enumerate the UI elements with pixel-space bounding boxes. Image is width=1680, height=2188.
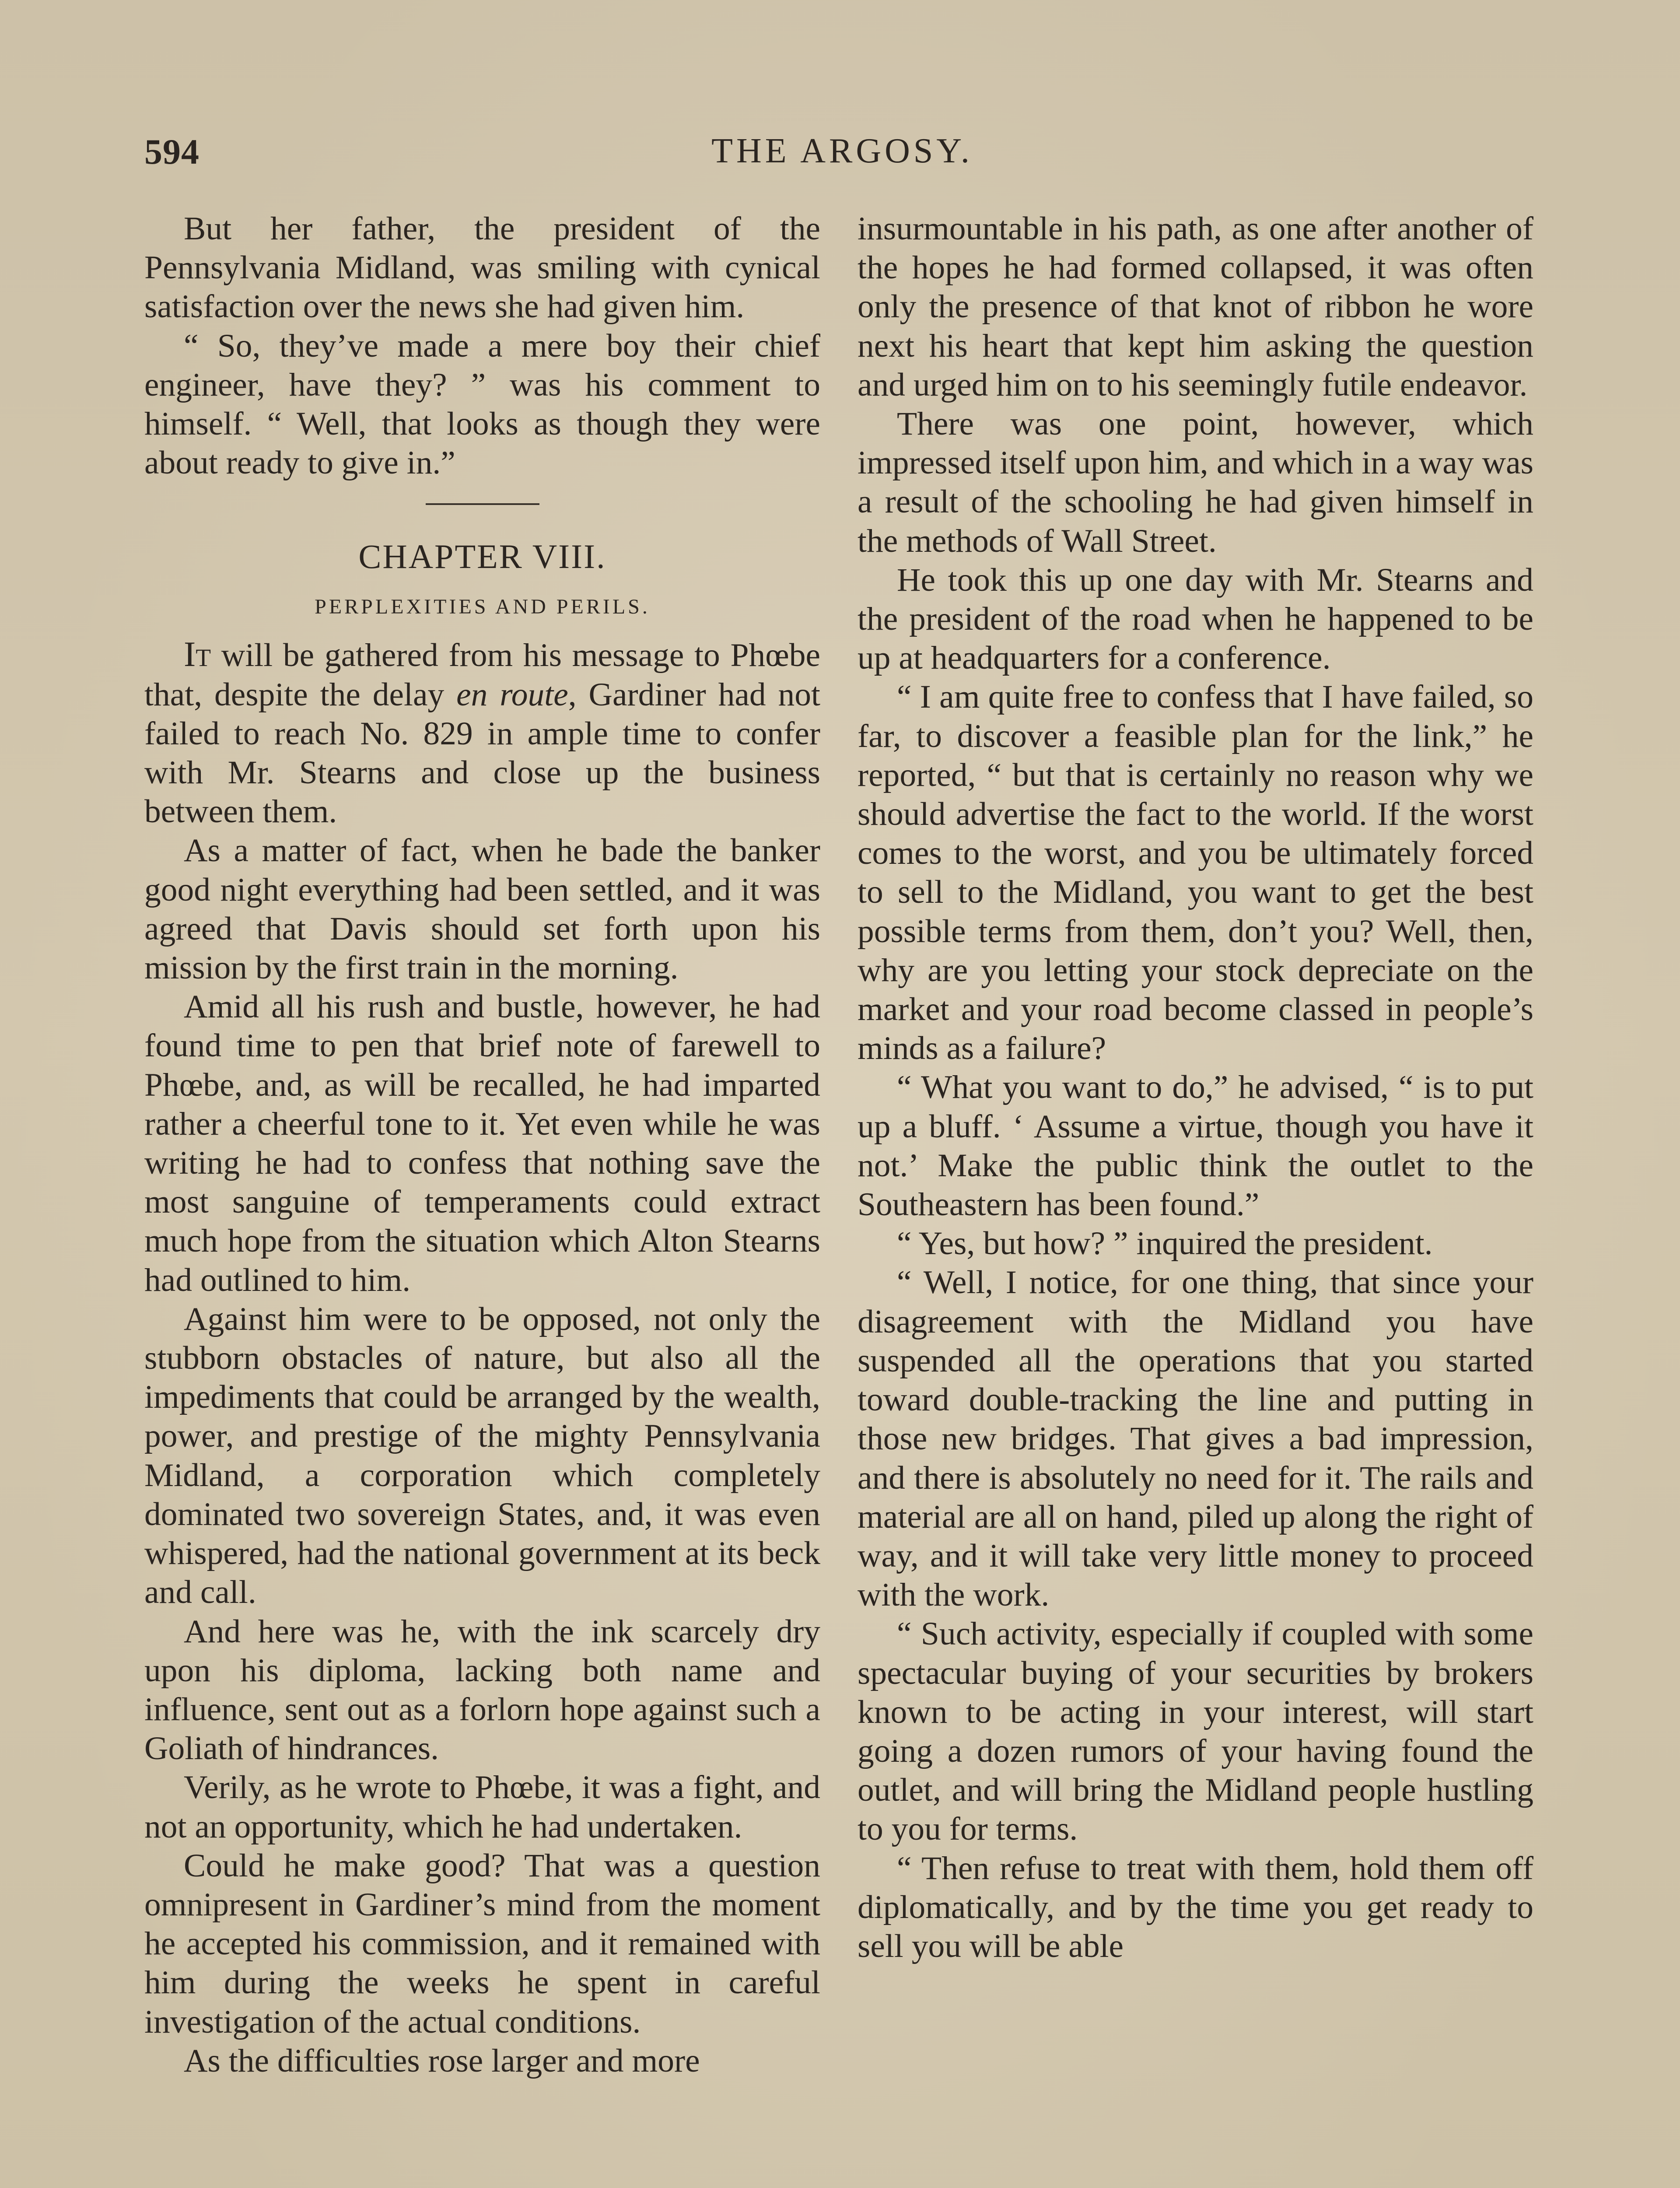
italic-phrase: en route xyxy=(456,676,568,713)
page-number: 594 xyxy=(144,132,200,172)
paragraph: As the difficulties rose larger and more xyxy=(184,2042,700,2079)
running-head: THE ARGOSY. xyxy=(711,132,973,170)
paragraph: As a matter of fact, when he bade the banker good night everything had been settled, and it was agreed that Davis should set forth upon his mission by the first train in the morning. xyxy=(144,832,820,986)
paragraph-continued: insurmountable in his path, as one after another of the hopes he had formed collapsed, it was often only the presence of that knot of ribbon he wore next his heart that kept him asking the question and urged him on to his seemingly futile endeavor. xyxy=(858,210,1533,403)
paragraph: Against him were to be opposed, not only the stubborn obstacles of nature, but also all the impediments that could be arranged by the wealth, power, and prestige of the mighty Pennsylvania Midland, a corporation which completely dominated two sovereign States, and, it was even whispered, had the national government at its beck and call. xyxy=(144,1301,820,1611)
right-column xyxy=(858,209,1533,1966)
paragraph: Verily, as he wrote to Phœbe, it was a fight, and not an opportunity, which he had undertaken. xyxy=(144,1769,820,1845)
opening-word: It xyxy=(184,634,211,674)
paragraph: “ Then refuse to treat with them, hold them off diplomatically, and by the time you get ready to sell you will be able xyxy=(858,1850,1533,1964)
chapter-subtitle: PERPLEXITIES AND PERILS. xyxy=(315,595,650,619)
paragraph: And here was he, with the ink scarcely dry upon his diploma, lacking both name and influence, sent out as a forlorn hope against such a Goliath of hindrances. xyxy=(144,1613,820,1767)
paragraph: “ So, they’ve made a mere boy their chief engineer, have they? ” was his comment to himself. “ Well, that looks as though they were about ready to give in.” xyxy=(144,327,820,481)
paragraph: “ Well, I notice, for one thing, that since your disagreement with the Midland you have suspended all the operations that you started toward double-tracking the line and putting in those new bridges. That gives a bad impression, and there is absolutely no need for it. The rails and material are all on hand, piled up along the right of way, and it will take very little money to proceed with the work. xyxy=(858,1264,1533,1613)
left-column xyxy=(144,209,820,2080)
paragraph: “ Such activity, especially if coupled with some spectacular buying of your securities by brokers known to be acting in your interest, will start going a dozen rumors of your having found the outlet, and will bring the Midland people hustling to you for terms. xyxy=(858,1616,1533,1848)
paragraph: There was one point, however, which impressed itself upon him, and which in a way was a result of the schooling he had given himself in the methods of Wall Street. xyxy=(858,406,1533,559)
paragraph: “ Yes, but how? ” inquired the president. xyxy=(897,1225,1433,1262)
chapter-opening-paragraph: It will be gathered from his message to Phœbe that, despite the delay en route, Gardiner had not failed to reach No. 829 in ample time to confer with Mr. Stearns and close up the business between them. xyxy=(144,634,821,830)
paragraph: But her father, the president of the Pennsylvania Midland, was smiling with cynical satisfaction over the news she had given him. xyxy=(144,210,820,325)
paragraph: “ What you want to do,” he advised, “ is to put up a bluff. ‘ Assume a virtue, though you have it not.’ Make the public think the outlet to the Southeastern has been found.” xyxy=(858,1069,1533,1223)
page-header xyxy=(144,131,1540,179)
paragraph: Amid all his rush and bustle, however, he had found time to pen that brief note of farewell to Phœbe, and, as will be recalled, he had imparted rather a cheerful tone to it. Yet even while he was writing he had to confess that nothing save the most sanguine of temperaments could extract much hope from the situation which Alton Stearns had outlined to him. xyxy=(144,989,820,1298)
chapter-title: CHAPTER VIII. xyxy=(358,537,606,576)
paragraph: Could he make good? That was a question omnipresent in Gardiner’s mind from the moment he accepted his commission, and it remained with him during the weeks he spent in careful investigation of the actual conditions. xyxy=(144,1847,820,2040)
section-divider xyxy=(426,503,539,505)
paragraph: “ I am quite free to confess that I have failed, so far, to discover a feasible plan for the link,” he reported, “ but that is certainly no reason why we should advertise the fact to the world. If the worst comes to the worst, and you be ultimately forced to sell to the Midland, you want to get the best possible terms from them, don’t you? Well, then, why are you letting your stock depreciate on the market and your road become classed in people’s minds as a failure? xyxy=(858,679,1533,1067)
paragraph: He took this up one day with Mr. Stearns and the president of the road when he happened to be up at headquarters for a conference. xyxy=(858,561,1533,677)
